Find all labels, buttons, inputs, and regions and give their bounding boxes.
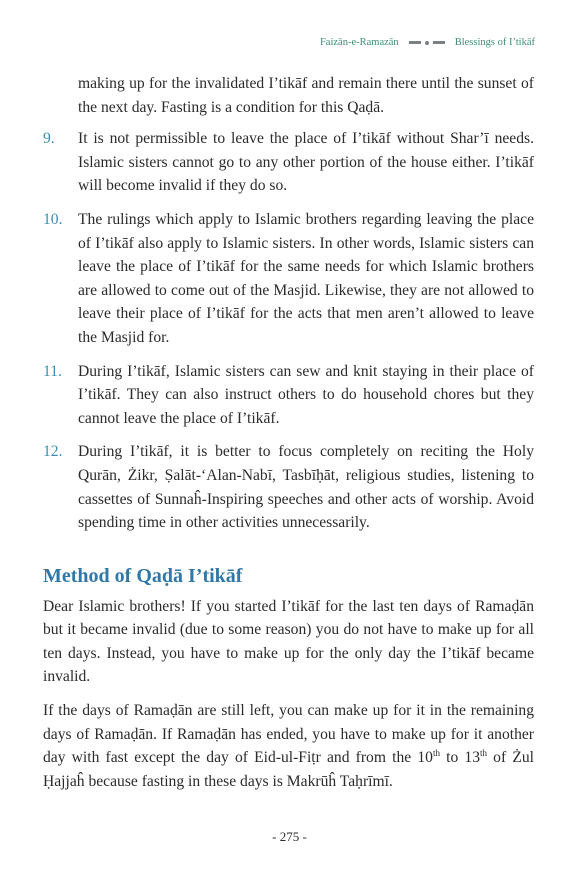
item-text: During I’tikāf, it is better to focus completely on reciting the Holy Qurān, Żikr, Ṣalāt-‘Alan-Nabī, Tasbīḥāt, religious studies, listening to cassettes of Sunnaĥ-Inspiring speeches and other acts of worship. Avoid spending time in other activities unnecessarily. <box>78 443 534 532</box>
item-number: 12. <box>43 443 63 461</box>
section-heading: Method of Qaḍā I’tikāf <box>43 564 243 587</box>
item-text: The rulings which apply to Islamic brothers regarding leaving the place of I’tikāf also apply to Islamic sisters. In other words, Islamic sisters can leave the place of I’tikāf for the same needs for which Islamic brothers are allowed to come out of the Masjid. Likewise, they are not allowed to leave their place of I’tikāf for the acts that men aren’t allowed to leave the Masjid for. <box>78 210 534 346</box>
list-item <box>43 127 534 198</box>
ornament-dash <box>409 41 421 44</box>
ordinal-suffix: th <box>480 748 488 759</box>
running-header <box>320 37 535 48</box>
book-title: Faizān-e-Ramazān <box>319 37 399 48</box>
item-text: During I’tikāf, Islamic sisters can sew and knit staying in their place of I’tikāf. They can also instruct others to do household chores but they cannot leave the place of I’tikāf. <box>78 362 534 427</box>
item-number: 9. <box>43 130 55 148</box>
paragraph-text: to 13 <box>439 749 480 767</box>
list-item <box>43 360 534 431</box>
paragraph <box>43 699 534 793</box>
item-text: It is not permissible to leave the place of I’tikāf without Shar’ī needs. Islamic sisters cannot go to any other portion of the house either. I’tikāf will become invalid if they do so. <box>78 130 534 195</box>
chapter-title: Blessings of I’tikāf <box>454 37 535 48</box>
header-divider-ornament <box>409 41 445 45</box>
paragraph-text: of Żul Ḥajjaĥ because fasting in these days is Makrūĥ Taḥrīmī. <box>43 749 534 790</box>
ordinal-suffix: th <box>432 748 440 759</box>
paragraph: Dear Islamic brothers! If you started I’tikāf for the last ten days of Ramaḍān but it became invalid (due to some reason) you do not have to make up for all ten days. Instead, you have to make up for the only day the I’tikāf became invalid. <box>43 597 534 686</box>
list-item <box>43 440 534 534</box>
item-number: 11. <box>43 362 62 380</box>
page-body <box>43 72 534 803</box>
list-item <box>43 208 534 350</box>
continued-item-text: making up for the invalidated I’tikāf and remain there until the sunset of the next day. Fasting is a condition for this Qaḍā. <box>78 75 534 116</box>
page-number: - 275 - <box>272 829 307 844</box>
ornament-dash <box>433 41 445 44</box>
ornament-dot <box>425 41 429 45</box>
item-number: 10. <box>43 210 63 228</box>
paragraph-text: If the days of Ramaḍān are still left, you can make up for it in the remaining days of Ramaḍān. If Ramaḍān has ended, you have to make up for it another day with fast except the day of Eid-ul-Fiṭr and from the 10 <box>43 702 534 767</box>
